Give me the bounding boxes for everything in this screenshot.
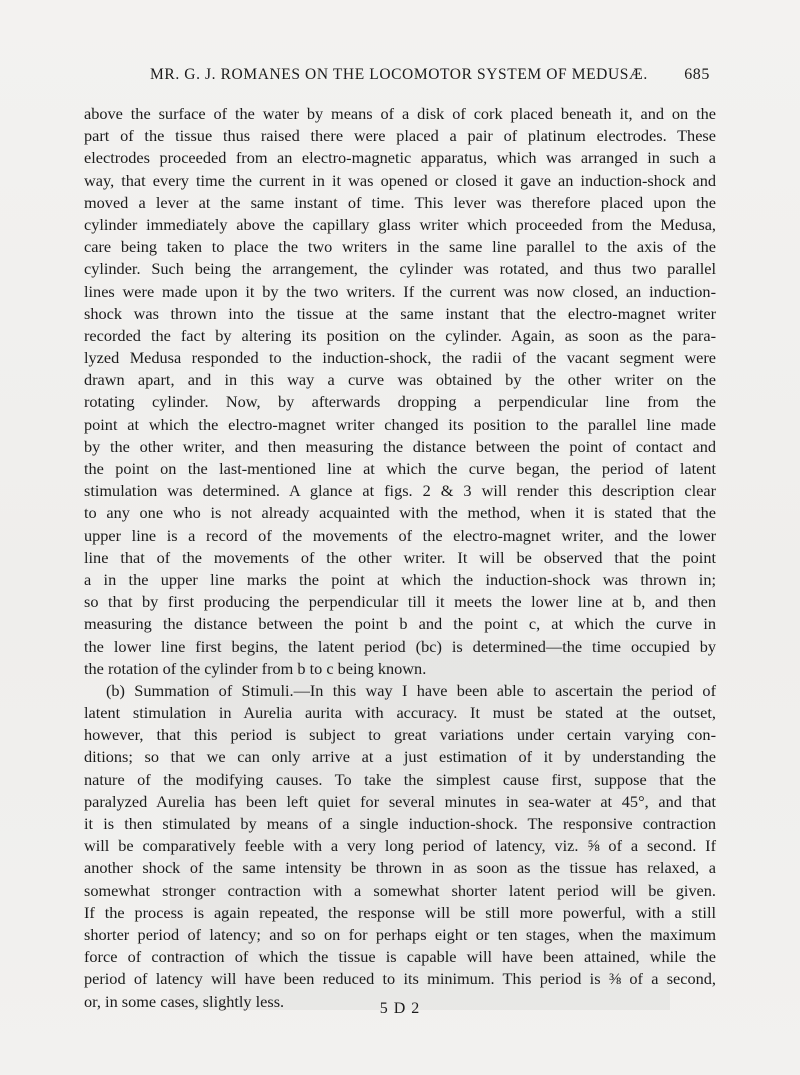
text-line: latent stimulation in Aurelia aurita with accuracy. It must be stated at the outset, bbox=[84, 703, 716, 723]
text-line: recorded the fact by altering its position on the cylinder. Again, as soon as the para- bbox=[84, 325, 716, 345]
text-line: part of the tissue thus raised there were placed a pair of platinum electrodes. These bbox=[84, 126, 716, 146]
text-line: shorter period of latency; and so on for perhaps eight or ten stages, when the maximum bbox=[84, 924, 716, 944]
text-line: cylinder immediately above the capillary glass writer which proceeded from the Medusa, bbox=[84, 214, 716, 234]
text-line: shock was thrown into the tissue at the same instant that the electro-magnet writer bbox=[84, 303, 716, 323]
text-line: paralyzed Aurelia has been left quiet for several minutes in sea-water at 45°, and that bbox=[84, 791, 716, 811]
running-head bbox=[150, 66, 710, 88]
text-line: stimulation was determined. A glance at figs. 2 & 3 will render this description clear bbox=[84, 481, 716, 501]
text-line: upper line is a record of the movements of the electro-magnet writer, and the lower bbox=[84, 525, 716, 545]
text-line: point at which the electro-magnet writer changed its position to the parallel line made bbox=[84, 414, 716, 434]
text-line: lyzed Medusa responded to the induction-shock, the radii of the vacant segment were bbox=[84, 348, 716, 368]
text-line: If the process is again repeated, the response will be still more powerful, with a still bbox=[84, 902, 716, 922]
text-line: measuring the distance between the point b and the point c, at which the curve in bbox=[84, 614, 716, 634]
text-line: line that of the movements of the other writer. It will be observed that the point bbox=[84, 547, 716, 567]
text-line: to any one who is not already acquainted with the method, when it is stated that the bbox=[84, 503, 716, 523]
text-line: moved a lever at the same instant of time. This lever was therefore placed upon the bbox=[84, 192, 716, 212]
text-line: it is then stimulated by means of a single induction-shock. The responsive contraction bbox=[84, 814, 716, 833]
text-line: lines were made upon it by the two writers. If the current was now closed, an induction- bbox=[84, 281, 716, 301]
running-head-title: MR. G. J. ROMANES ON THE LOCOMOTOR SYSTEM OF MEDUSÆ. bbox=[150, 66, 648, 83]
text-line: a in the upper line marks the point at which the induction-shock was thrown in; bbox=[84, 569, 716, 589]
text-line: so that by first producing the perpendicular till it meets the lower line at b, and then bbox=[84, 592, 716, 612]
body-text bbox=[84, 103, 716, 1013]
text-line: somewhat stronger contraction with a somewhat shorter latent period will be given. bbox=[84, 880, 716, 900]
text-line: nature of the modifying causes. To take the simplest cause first, suppose that the bbox=[84, 769, 716, 789]
text-line: ditions; so that we can only arrive at a just estimation of it by understanding the bbox=[84, 747, 716, 767]
text-line: care being taken to place the two writers in the same line parallel to the axis of the bbox=[84, 237, 716, 257]
text-line: (b) Summation of Stimuli.—In this way I have been able to ascertain the period of bbox=[106, 680, 716, 700]
text-line: another shock of the same intensity be thrown in as soon as the tissue has relaxed, a bbox=[84, 858, 716, 878]
text-line: the point on the last-mentioned line at which the curve began, the period of latent bbox=[84, 459, 716, 478]
text-line: force of contraction of which the tissue is capable will have been attained, while the bbox=[84, 947, 716, 967]
text-line: by the other writer, and then measuring the distance between the point of contact and bbox=[84, 436, 716, 456]
text-line: drawn apart, and in this way a curve was obtained by the other writer on the bbox=[84, 370, 716, 390]
text-line: the lower line first begins, the latent period (bc) is determined—the time occupied by bbox=[84, 636, 716, 656]
text-line: or, in some cases, slightly less. bbox=[84, 991, 285, 1011]
text-line: above the surface of the water by means of a disk of cork placed beneath it, and on the bbox=[84, 104, 716, 123]
text-line: period of latency will have been reduced to its minimum. This period is ⅜ of a second, bbox=[84, 969, 716, 989]
signature-mark: 5 D 2 bbox=[379, 1000, 421, 1017]
text-line: electrodes proceeded from an electro-magnetic apparatus, which was arranged in such a bbox=[84, 148, 716, 168]
text-line: the rotation of the cylinder from b to c being known. bbox=[84, 658, 427, 678]
text-line: however, that this period is subject to great variations under certain varying con- bbox=[84, 725, 716, 745]
text-line: cylinder. Such being the arrangement, the cylinder was rotated, and thus two parallel bbox=[84, 259, 716, 279]
text-line: will be comparatively feeble with a very long period of latency, viz. ⅝ of a second. If bbox=[84, 836, 716, 856]
page-number: 685 bbox=[684, 66, 710, 83]
text-line: way, that every time the current in it was opened or closed it gave an induction-shock and bbox=[84, 170, 716, 190]
text-line: rotating cylinder. Now, by afterwards dropping a perpendicular line from the bbox=[84, 392, 716, 412]
